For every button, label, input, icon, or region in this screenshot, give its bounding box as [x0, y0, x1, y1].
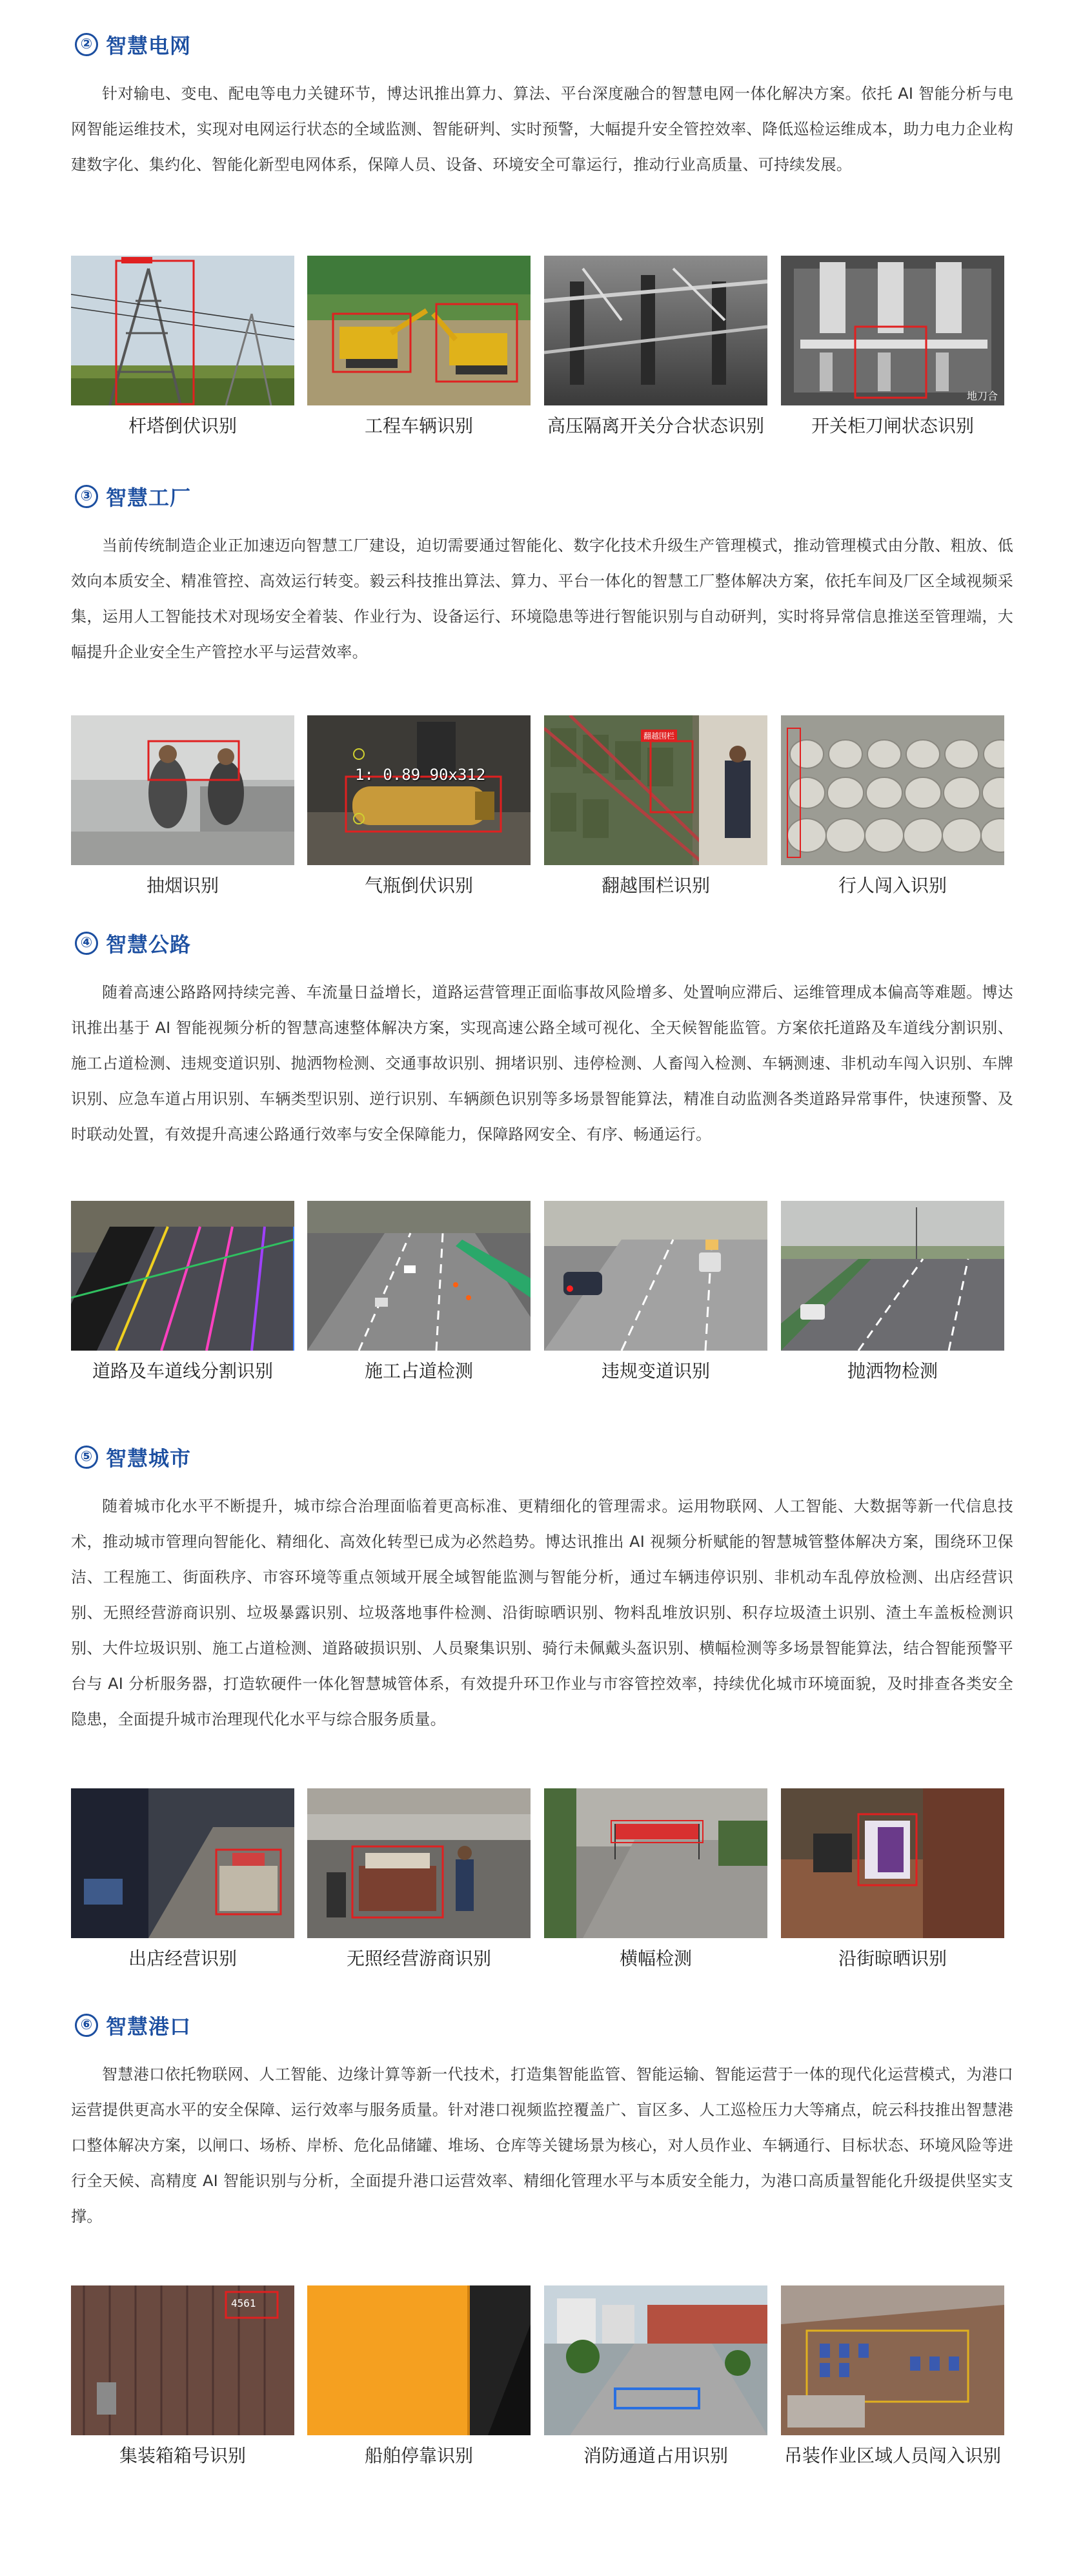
- image-caption: 施工占道检测: [364, 1360, 473, 1382]
- photo-tower-collapse: [71, 256, 294, 405]
- image-card: [71, 2285, 294, 2468]
- photo-switchgear: [781, 256, 1004, 405]
- section-paragraph: 智慧港口依托物联网、人工智能、边缘计算等新一代技术，打造集智能监管、智能运输、智能运营于一体的现代化运营模式，为港口运营提供更高水平的安全保障、运行效率与服务质量。针对港口视频监控覆盖广、盲区多、人工巡检压力大等痛点，皖云科技推出智慧港口整体解决方案，以闸口、场桥、岸桥、危化品储罐、堆场、仓库等关键场景为核心，对人员作业、车辆通行、目标状态、环境风险等进行全天候、高精度 AI 智能识别与分析，全面提升港口运营效率、精细化管理水平与本质安全能力，为港口高质量智能化升级提供坚实支撑。: [71, 2065, 1013, 2225]
- section-title: 智慧城市: [106, 1446, 192, 1471]
- image-caption: 工程车辆识别: [364, 415, 473, 436]
- image-caption: 开关柜刀闸状态识别: [811, 415, 974, 436]
- photo-ship-docking: [307, 2285, 531, 2435]
- image-caption: 杆塔倒伏识别: [128, 415, 237, 436]
- photo-lifting-zone-intrusion: [781, 2285, 1004, 2435]
- image-caption: 道路及车道线分割识别: [92, 1360, 273, 1382]
- section-title: 智慧工厂: [106, 486, 192, 510]
- photo-isolation-switch: [544, 256, 767, 405]
- image-caption: 沿街晾晒识别: [838, 1948, 947, 1969]
- image-caption: 违规变道识别: [601, 1360, 710, 1382]
- image-card: [781, 1788, 1004, 1970]
- photo-street-drying: [781, 1788, 1004, 1938]
- detection-tag: 翻越围栏: [641, 730, 677, 742]
- image-card: [544, 1201, 767, 1383]
- section-number: ⑥: [75, 2014, 98, 2037]
- detection-overlay-label: 1: 0.89 90x312: [355, 766, 486, 784]
- image-caption: 无照经营游商识别: [346, 1948, 491, 1969]
- photo-container-number: [71, 2285, 294, 2435]
- section-header: [75, 28, 191, 61]
- section-number: ④: [75, 932, 98, 955]
- image-row: [71, 715, 1013, 909]
- image-card: [71, 1201, 294, 1383]
- image-caption: 行人闯入识别: [838, 875, 947, 896]
- image-caption: 吊装作业区域人员闯入识别: [784, 2445, 1001, 2466]
- section-header: [75, 480, 191, 513]
- section-number: ③: [75, 485, 98, 508]
- image-card: [307, 2285, 531, 2468]
- container-number-text: 4561: [231, 2297, 256, 2309]
- image-card: [307, 1201, 531, 1383]
- photo-fire-lane: [544, 2285, 767, 2435]
- image-caption: 出店经营识别: [128, 1948, 237, 1969]
- image-card: [781, 1201, 1004, 1383]
- image-caption: 高压隔离开关分合状态识别: [547, 415, 764, 436]
- section-paragraph: 随着高速公路路网持续完善、车流量日益增长，道路运营管理正面临事故风险增多、处置响应滞后、运维管理成本偏高等难题。博达讯推出基于 AI 智能视频分析的智慧高速整体解决方案，实现高速公路全域可视化、全天候智能监管。方案依托道路及车道线分割识别、施工占道检测、违规变道识别、抛洒物检测、交通事故识别、拥堵识别、违停检测、人畜闯入检测、车辆测速、非机动车闯入识别、车牌识别、应急车道占用识别、车辆类型识别、逆行识别、车辆颜色识别等多场景智能算法，精准自动监测各类道路异常事件，快速预警、及时联动处置，有效提升高速公路通行效率与安全保障能力，保障路网安全、有序、畅通运行。: [71, 983, 1013, 1143]
- image-card: [71, 1788, 294, 1970]
- section-number: ②: [75, 33, 98, 56]
- section-number: ⑤: [75, 1446, 98, 1469]
- image-card: [544, 715, 767, 897]
- photo-gas-cylinder: [307, 715, 531, 865]
- photo-smoking: [71, 715, 294, 865]
- image-caption: 船舶停靠识别: [364, 2445, 473, 2466]
- photo-pedestrian-intrusion: [781, 715, 1004, 865]
- photo-construction-lane: [307, 1201, 531, 1351]
- section-header: [75, 927, 191, 959]
- image-card: [781, 2285, 1004, 2468]
- image-row: [71, 1788, 1013, 1982]
- photo-illegal-lane-change: [544, 1201, 767, 1351]
- image-caption: 抽烟识别: [146, 875, 219, 896]
- switch-state-watermark: 地刀合: [966, 390, 998, 402]
- image-row: [71, 1201, 1013, 1395]
- image-caption: 抛洒物检测: [847, 1360, 938, 1382]
- image-card: [544, 256, 767, 438]
- section-title: 智慧港口: [106, 2014, 192, 2039]
- image-caption: 翻越围栏识别: [601, 875, 710, 896]
- image-card: [71, 256, 294, 438]
- image-caption: 气瓶倒伏识别: [364, 875, 473, 896]
- image-card: [307, 715, 531, 897]
- section-header: [75, 2009, 191, 2041]
- image-card: [71, 715, 294, 897]
- photo-engineering-vehicle: [307, 256, 531, 405]
- image-card: [307, 256, 531, 438]
- image-caption: 横幅检测: [619, 1948, 692, 1969]
- section-title: 智慧公路: [106, 932, 192, 957]
- image-row: [71, 256, 1013, 449]
- image-card: [307, 1788, 531, 1970]
- image-card: [781, 256, 1004, 438]
- section-paragraph: 当前传统制造企业正加速迈向智慧工厂建设，迫切需要通过智能化、数字化技术升级生产管理模式，推动管理模式由分散、粗放、低效向本质安全、精准管控、高效运行转变。毅云科技推出算法、算力、平台一体化的智慧工厂整体解决方案，依托车间及厂区全域视频采集，运用人工智能技术对现场安全着装、作业行为、设备运行、环境隐患等进行智能识别与自动研判，实时将异常信息推送至管理端，大幅提升企业安全生产管控水平与运营效率。: [71, 537, 1013, 661]
- section-paragraph: 针对输电、变电、配电等电力关键环节，博达讯推出算力、算法、平台深度融合的智慧电网一体化解决方案。依托 AI 智能分析与电网智能运维技术，实现对电网运行状态的全域监测、智能研判、实时预警，大幅提升安全管控效率、降低巡检运维成本，助力电力企业构建数字化、集约化、智能化新型电网体系，保障人员、设备、环境安全可靠运行，推动行业高质量、可持续发展。: [71, 85, 1013, 174]
- photo-banner-detection: [544, 1788, 767, 1938]
- photo-lane-segmentation: [71, 1201, 294, 1351]
- photo-fence-climbing: [544, 715, 767, 865]
- section-paragraph: 随着城市化水平不断提升，城市综合治理面临着更高标准、更精细化的管理需求。运用物联网、人工智能、大数据等新一代信息技术，推动城市管理向智能化、精细化、高效化转型已成为必然趋势。博达讯推出 AI 视频分析赋能的智慧城管整体解决方案，围绕环卫保洁、工程施工、街面秩序、市容环境等重点领域开展全域智能监测与智能分析，通过车辆违停识别、非机动车乱停放检测、出店经营识别、无照经营游商识别、垃圾暴露识别、垃圾落地事件检测、沿街晾晒识别、物料乱堆放识别、积存垃圾渣土识别、渣土车盖板检测识别、大件垃圾识别、施工占道检测、道路破损识别、人员聚集识别、骑行未佩戴头盔识别、横幅检测等多场景智能算法，结合智能预警平台与 AI 分析服务器，打造软硬件一体化智慧城管体系，有效提升环卫作业与市容管控效率，持续优化城市环境面貌，及时排查各类安全隐患，全面提升城市治理现代化水平与综合服务质量。: [71, 1497, 1013, 1728]
- image-card: [544, 1788, 767, 1970]
- image-card: [544, 2285, 767, 2468]
- image-row: [71, 2285, 1013, 2479]
- photo-storefront-business: [71, 1788, 294, 1938]
- section-header: [75, 1441, 191, 1473]
- photo-unlicensed-vendor: [307, 1788, 531, 1938]
- image-card: [781, 715, 1004, 897]
- section-title: 智慧电网: [106, 34, 192, 58]
- image-caption: 集装箱箱号识别: [119, 2445, 246, 2466]
- image-caption: 消防通道占用识别: [583, 2445, 728, 2466]
- photo-debris-detection: [781, 1201, 1004, 1351]
